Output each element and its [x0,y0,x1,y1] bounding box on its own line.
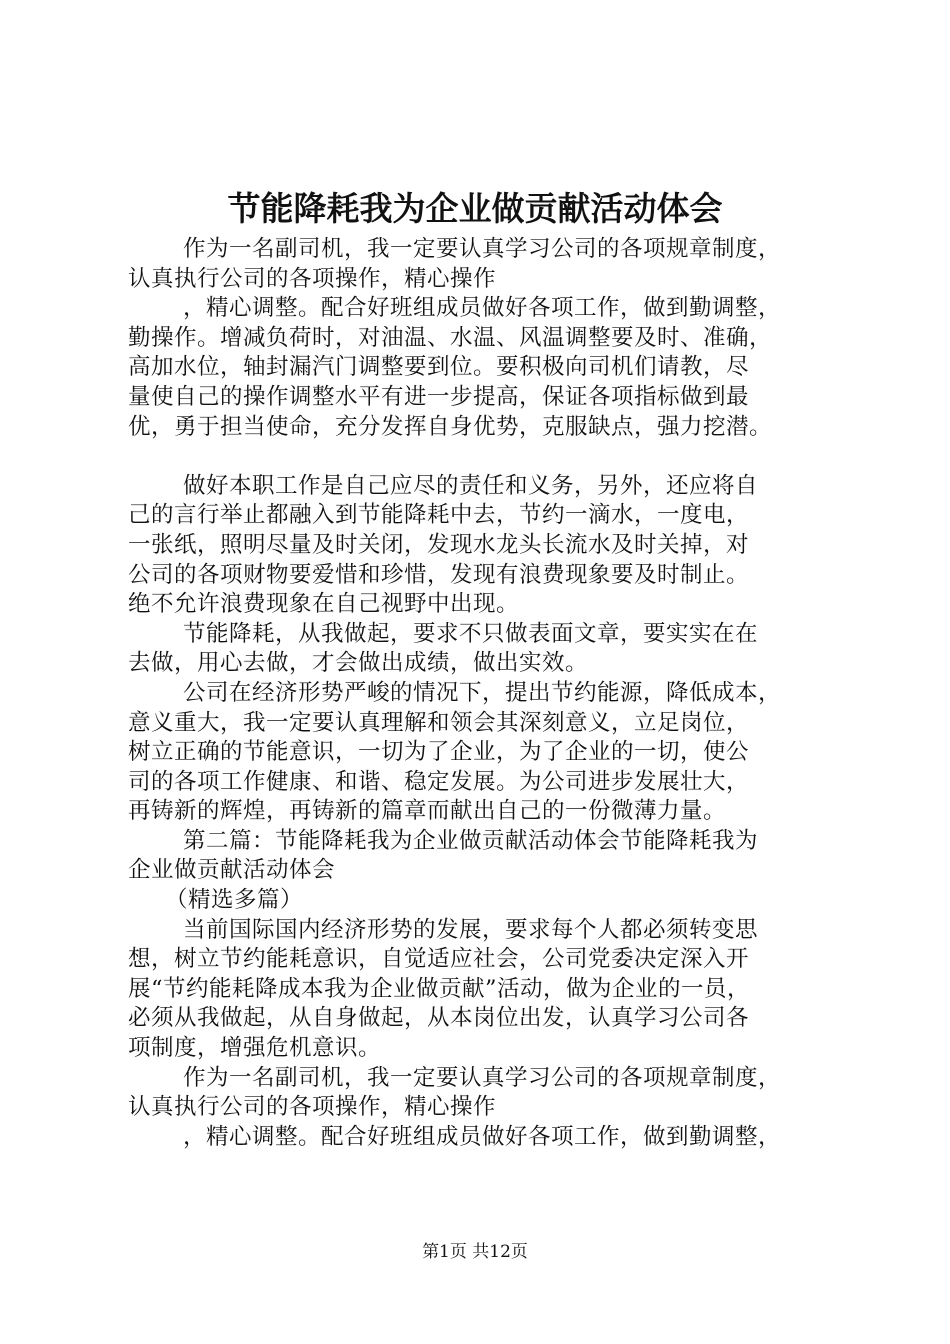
text-line: （精选多篇） [165,887,304,914]
text-line: 再铸新的辉煌，再铸新的篇章而献出自己的一份微薄力量。 [128,798,727,825]
text-line: 当前国际国内经济形势的发展，要求每个人都必须转变思 [183,916,759,943]
text-line: 项制度，增强危机意识。 [128,1035,382,1062]
text-line: 必须从我做起，从自身做起，从本岗位出发，认真学习公司各 [128,1005,750,1032]
text-line: 想，树立节约能耗意识，自觉适应社会，公司党委决定深入开 [128,946,750,973]
text-line: 企业做贡献活动体会 [128,857,336,884]
text-line: 己的言行举止都融入到节能降耗中去，节约一滴水，一度电， [128,502,750,529]
document-body [128,235,838,1152]
page-number-footer: 第1页 共12页 [422,1242,528,1262]
text-line: 去做，用心去做，才会做出成绩，做出实效。 [128,650,589,677]
text-line: 认真执行公司的各项操作，精心操作 [128,265,497,292]
text-line: ，精心调整。配合好班组成员做好各项工作，做到勤调整， [183,295,782,322]
text-line: 作为一名副司机，我一定要认真学习公司的各项规章制度， [183,236,782,262]
text-line: 司的各项工作健康、和谐、稳定发展。为公司进步发展壮大， [128,768,750,795]
text-line: 勤操作。增减负荷时，对油温、水温、风温调整要及时、准确， [128,324,773,351]
text-line: 绝不允许浪费现象在自己视野中出现。 [128,591,520,618]
text-line: 节能降耗，从我做起，要求不只做表面文章，要实实在在 [183,620,759,647]
text-line: 展“节约能耗降成本我为企业做贡献”活动，做为企业的一员， [128,975,751,1002]
text-line: 公司在经济形势严峻的情况下，提出节约能源，降低成本， [183,679,782,706]
paragraph-spacer [128,442,838,472]
text-line: 树立正确的节能意识，一切为了企业，为了企业的一切，使公 [128,739,750,766]
text-line: 做好本职工作是自己应尽的责任和义务，另外，还应将自 [183,472,759,499]
text-line: 量使自己的操作调整水平有进一步提高，保证各项指标做到最 [128,383,750,410]
document-title: 节能降耗我为企业做贡献活动体会 [227,189,723,228]
text-line: 高加水位，轴封漏汽门调整要到位。要积极向司机们请教，尽 [128,354,750,381]
text-line: 意义重大，我一定要认真理解和领会其深刻意义，立足岗位， [128,709,750,736]
text-line: ，精心调整。配合好班组成员做好各项工作，做到勤调整， [183,1123,782,1150]
text-line: 作为一名副司机，我一定要认真学习公司的各项规章制度， [183,1064,782,1091]
text-line: 一张纸，照明尽量及时关闭，发现水龙头长流水及时关掉，对 [128,531,750,558]
text-line: 认真执行公司的各项操作，精心操作 [128,1094,497,1121]
text-line: 公司的各项财物要爱惜和珍惜，发现有浪费现象要及时制止。 [128,561,750,588]
text-line: 优，勇于担当使命，充分发挥自身优势，克服缺点，强力挖潜。 [128,413,773,440]
text-line: 第二篇：节能降耗我为企业做贡献活动体会节能降耗我为 [183,827,759,854]
